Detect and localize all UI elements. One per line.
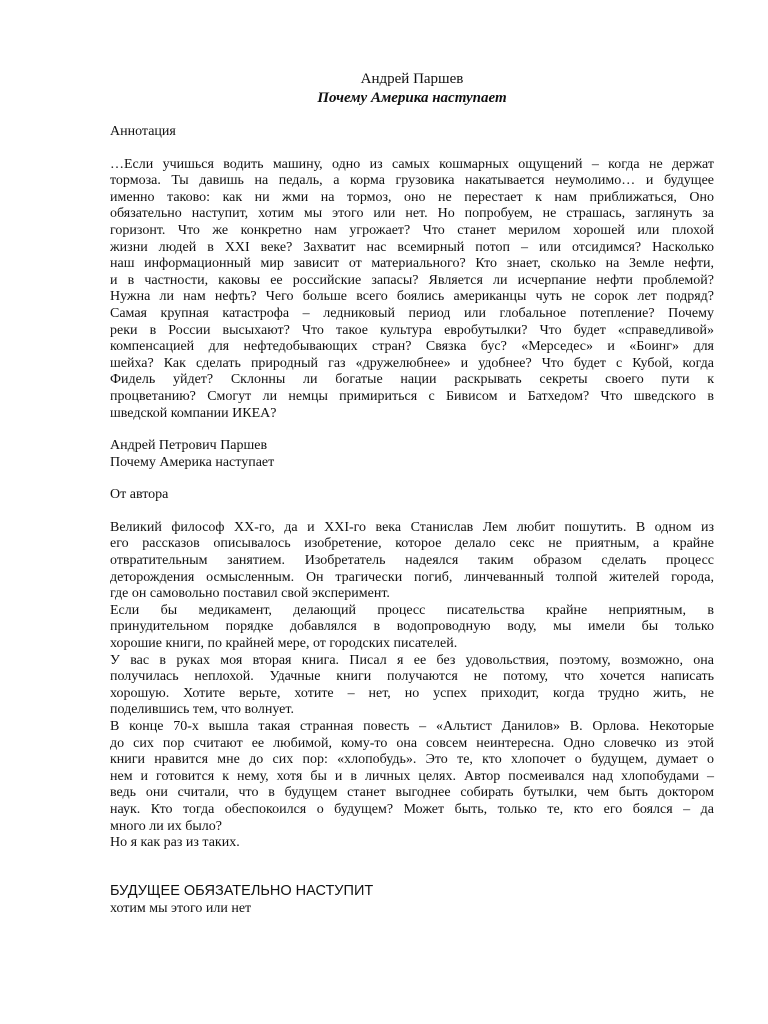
- annotation-line: и в частности, каковы ее российские запасы? Является ли исчерпание нефти проблемой?: [110, 272, 714, 288]
- annotation-line: Нужна ли нам нефть? Чего больше всего боялись американцы чуть не сорок лет подряд?: [110, 289, 714, 305]
- body-line: нем и готовится к нему, хотя бы и в личных целях. Автор посмеивался над хлопобудами –: [110, 768, 714, 784]
- spacer: [110, 141, 714, 157]
- body-line: В конце 70-х вышла такая странная повесть – «Альтист Данилов» В. Орлова. Некоторые: [110, 719, 714, 734]
- body-line: Великий философ XX-го, да и XXI-го века Станислав Лем любит пошутить. В одном из: [110, 519, 714, 535]
- chapter-subheading: хотим мы этого или нет: [110, 900, 252, 916]
- annotation-line: горизонт. Что же конкретно нам угрожает? Что станет мерилом хорошей или плохой: [110, 222, 714, 238]
- annotation-line: процветанию? Смогут ли немцы примириться с Бивисом и Батхедом? Что шведского в: [110, 388, 714, 404]
- body-line: книги нравится мне до сих пор: «хлопобудь». Это те, кто хлопочет о будущем, думает о: [110, 752, 714, 768]
- annotation-line: шведской компании ИКЕА?: [110, 405, 277, 421]
- body-line: хорошую. Хотите верьте, хотите – нет, но успех приходит, когда трудно жить, не: [110, 685, 714, 701]
- body-line: много ли их было?: [110, 818, 222, 834]
- body-text: [110, 520, 714, 852]
- body-line: ведь они считали, что в будущем станет выгоднее собирать бутылки, чем быть доктором: [110, 785, 714, 801]
- spacer: [110, 852, 714, 882]
- byline-author: Андрей Петрович Паршев: [110, 438, 268, 454]
- text-column: [110, 70, 714, 917]
- annotation-paragraph: [110, 157, 714, 423]
- body-line: его рассказов описывалось изобретение, которое делало секс не приятным, а крайне: [110, 536, 714, 552]
- byline: [110, 438, 714, 471]
- annotation-line: именно таково: как ни жми на тормоз, оно не перестает к нам приближаться, Оно: [110, 189, 714, 205]
- annotation-line: Фидель уйдет? Склонны ли богатые нации раскрывать секреты своего пути к: [110, 372, 714, 388]
- from-author-label: От автора: [110, 487, 169, 503]
- spacer: [110, 422, 714, 438]
- annotation-line: компенсацией для нефтедобывающих стран? Связка бус? «Мерседес» и «Боинг» для: [110, 339, 714, 355]
- body-line: наук. Кто тогда обеспокоился о будущем? Может быть, только те, кто его боялся – да: [110, 801, 714, 817]
- annotation-label: Аннотация: [110, 124, 176, 139]
- book-title: Почему Америка наступает: [317, 90, 507, 106]
- annotation-line: наш информационный мир зависит от материального? Кто знает, сколько на Земле нефти,: [110, 256, 714, 272]
- body-line: хорошие книги, по крайней мере, от городских писателей.: [110, 636, 458, 652]
- body-line: отвратительным занятием. Изобретатель надеялся таким образом сделать процесс: [110, 553, 714, 569]
- body-line: деторождения осмысленным. Он трагически погиб, линчеванный толпой жителей города,: [110, 569, 714, 585]
- body-line: Если бы медикамент, делающий процесс писательства крайне неприятным, в: [110, 602, 714, 618]
- body-line: получилась неплохой. Удачные книги получаются не потому, что хочется написать: [110, 669, 714, 685]
- body-line: У вас в руках моя вторая книга. Писал я ее без удовольствия, поэтому, возможно, она: [110, 652, 714, 668]
- annotation-line: …Если учишься водить машину, одно из самых кошмарных ощущений – когда не держат: [110, 156, 714, 172]
- spacer: [110, 471, 714, 487]
- annotation-line: Самая крупная катастрофа – ледниковый период или глобальное потепление? Почему: [110, 305, 714, 321]
- body-line: поделившись тем, что волнует.: [110, 702, 294, 718]
- byline-title: Почему Америка наступает: [110, 454, 275, 470]
- annotation-line: реки в России высыхают? Что такое культура евробутылки? Что будет «справедливой»: [110, 322, 714, 338]
- book-author: Андрей Паршев: [360, 71, 464, 87]
- annotation-line: жизни людей в XXI веке? Захватит нас всемирный потоп – или отсидимся? Насколько: [110, 239, 714, 255]
- annotation-line: тормоза. Ты давишь на педаль, а корма грузовика накатывается неумолимо… и будущее: [110, 173, 714, 189]
- annotation-line: шейха? Как сделать природный газ «дружелюбнее» и удобнее? Что будет с Кубой, когда: [110, 355, 714, 371]
- body-line: где он самовольно поставил свой эксперимент.: [110, 586, 390, 602]
- chapter-heading: БУДУЩЕЕ ОБЯЗАТЕЛЬНО НАСТУПИТ: [110, 882, 374, 899]
- body-line: до сих пор считают ее любимой, кому-то она совсем неинтересна. Одно словечко из этой: [110, 735, 714, 751]
- spacer: [110, 504, 714, 520]
- body-line: принудительном порядке добавлялся в водопроводную воду, мы имели бы только: [110, 619, 714, 635]
- body-line: Но я как раз из таких.: [110, 835, 240, 851]
- annotation-line: обязательно наступит, хотим мы этого или нет. Но попробуем, не страшась, заглянуть за: [110, 206, 714, 222]
